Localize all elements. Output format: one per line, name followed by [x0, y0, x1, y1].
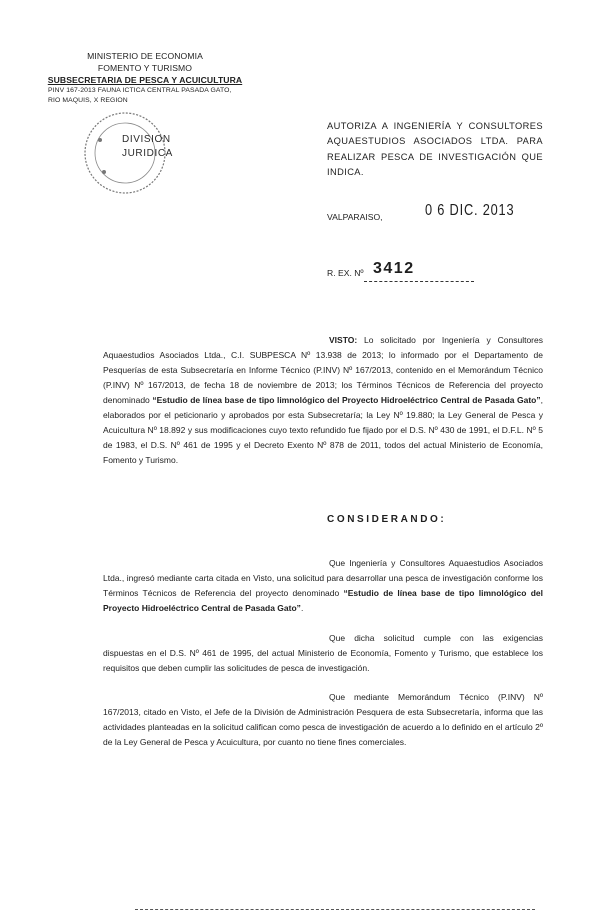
visto-paragraph — [103, 333, 543, 468]
visto-project-name: “Estudio de línea base de tipo limnológico del Proyecto Hidroeléctrico Central de Pasada Gato” — [152, 395, 541, 405]
footer-divider — [135, 909, 535, 910]
considerando-paragraph-2 — [103, 631, 543, 676]
stamp-label-line1: DIVISION — [122, 134, 171, 145]
document-subject: AUTORIZA A INGENIERÍA Y CONSULTORES AQUAESTUDIOS ASOCIADOS LTDA. PARA REALIZAR PESCA DE INVESTIGACIÓN QUE INDICA. — [327, 121, 543, 178]
considerando-text-1-end: . — [300, 603, 304, 613]
considerando-title: CONSIDERANDO: — [327, 514, 447, 525]
resolution-number — [327, 260, 543, 284]
resolution-line — [364, 281, 474, 282]
visto-text-1: Lo solicitado por Ingeniería y Consultores Aquaestudios Asociados Ltda., C.I. SUBPESCA Nº 13.938 de 2013; lo informado por el Departamento de Pesquerías de esta Subsecretaría en Informe Técnico (P.INV) Nº 167/2013, contenido en el Memorándum Técnico (P.INV) Nº 167/2013, de fecha 18 de noviembre de 2013; los Términos Técnicos de Referencia del proyecto denominado — [103, 335, 543, 405]
resolution-value: 3412 — [373, 260, 415, 277]
considerando-text-2: Que dicha solicitud cumple con las exigencias dispuestas en el D.S. Nº 461 de 1995, del actual Ministerio de Economía, Fomento y Turismo, que establece los requisitos que deben cumplir las solicitudes de pesca de investigación. — [103, 633, 543, 673]
file-reference-cont: RIO MAQUIS, X REGION — [48, 97, 128, 104]
file-reference: PINV 167-2013 FAUNA ICTICA CENTRAL PASADA GATO, — [48, 87, 232, 94]
ministry-name-cont: FOMENTO Y TURISMO — [97, 63, 193, 73]
resolution-label: R. EX. Nº — [327, 268, 364, 278]
considerando-text-1: Que Ingeniería y Consultores Aquaestudios Asociados Ltda., ingresó mediante carta citada en Visto, una solicitud para desarrollar una pesca de investigación conforme los Términos Técnicos de Referencia del proyecto denominado — [103, 558, 543, 598]
considerando-project-name: “Estudio de línea base de tipo limnológico del Proyecto Hidroeléctrico Central de Pasada Gato” — [103, 588, 543, 613]
visto-text-2: , elaborados por el peticionario y aprobados por esta Subsecretaría; la Ley Nº 19.880; la Ley General de Pesca y Acuicultura Nº 18.892 y sus modificaciones cuyo texto refundido fue fijado por el D.S. Nº 430 de 1991, el D.F.L. Nº 5 de 1983, el D.S. Nº 461 de 1995 y el Decreto Exento Nº 878 de 2011, todos del actual Ministerio de Economía, Fomento y Turismo. — [103, 395, 543, 465]
considerando-paragraph-1 — [103, 556, 543, 616]
stamp-label-line2: JURIDICA — [122, 148, 173, 159]
considerando-text-3: Que mediante Memorándum Técnico (P.INV) Nº 167/2013, citado en Visto, el Jefe de la División de Administración Pesquera de esta Subsecretaría, informa que las actividades planteadas en la solicitud califican como pesca de investigación de acuerdo a lo definido en el artículo 2º de la Ley General de Pesca y Acuicultura, por cuanto no tiene fines comerciales. — [103, 692, 543, 747]
place-label: VALPARAISO, — [327, 212, 383, 222]
ministry-name: MINISTERIO DE ECONOMIA — [87, 51, 203, 61]
place-date — [327, 202, 543, 232]
visto-label: VISTO: — [329, 335, 358, 345]
letterhead — [40, 50, 250, 106]
considerando-paragraph-3 — [103, 690, 543, 750]
stamp-label — [122, 133, 173, 161]
subsecretaria-name: SUBSECRETARIA DE PESCA Y ACUICULTURA — [47, 75, 243, 85]
date-stamp: 0 6 DIC. 2013 — [425, 202, 515, 219]
